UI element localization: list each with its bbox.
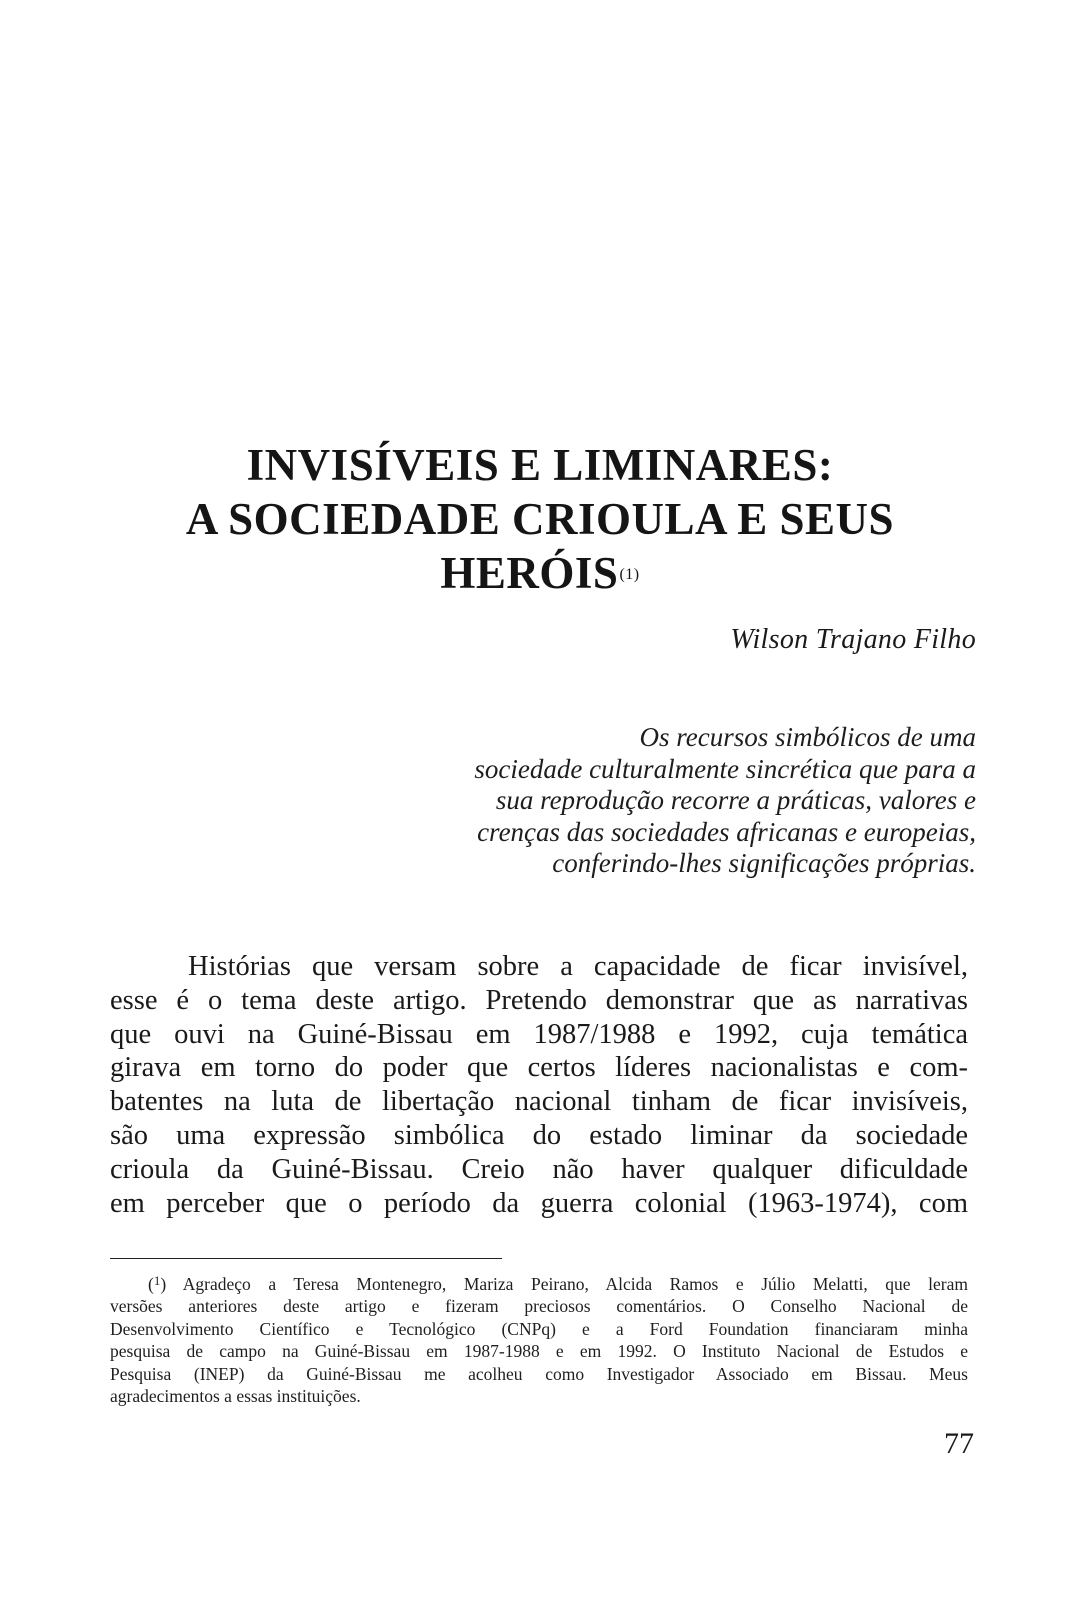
footnote-marker-close: ) (160, 1274, 167, 1294)
title-line-1: INVISÍVEIS E LIMINARES: (246, 440, 834, 490)
footnote-marker-number: 1 (153, 1273, 161, 1288)
footnote-marker-open: ( (148, 1274, 154, 1294)
body-line: esse é o tema deste artigo. Pretendo demonstrar que as narrativas (110, 984, 968, 1016)
body-line: crioula da Guiné-Bissau. Creio não haver qualquer dificuldade (110, 1153, 968, 1185)
body-line: girava em torno do poder que certos líderes nacionalistas e com- (110, 1052, 968, 1084)
author-name: Wilson Trajano Filho (730, 624, 976, 655)
footnote-line: Desenvolvimento Científico e Tecnológico (CNPq) e a Ford Foundation financiaram minha (110, 1318, 968, 1339)
epigraph-line: sociedade culturalmente sincrética que para a (474, 753, 976, 784)
body-line: Histórias que versam sobre a capacidade de ficar invisível, (188, 951, 968, 982)
title-line-2: A SOCIEDADE CRIOULA E SEUS (185, 494, 895, 544)
page-number: 77 (944, 1427, 974, 1460)
footnote-divider (110, 1258, 502, 1259)
title-line-3-text: HERÓIS (440, 548, 619, 598)
body-line: batentes na luta de libertação nacional tinham de ficar invisíveis, (110, 1086, 968, 1118)
footnote-line (110, 1273, 968, 1295)
epigraph-line: conferindo-lhes significações próprias. (552, 848, 976, 878)
body-line: são uma expressão simbólica do estado liminar da sociedade (110, 1119, 968, 1151)
footnote-line: versões anteriores deste artigo e fizeram preciosos comentários. O Conselho Nacional de (110, 1296, 968, 1317)
footnote-line: agradecimentos a essas instituições. (110, 1386, 361, 1407)
title-line-3 (100, 546, 980, 600)
epigraph-line: crenças das sociedades africanas e europeias, (477, 816, 976, 847)
footnote-line-text: Agradeço a Teresa Montenegro, Mariza Peirano, Alcida Ramos e Júlio Melatti, que leram (182, 1274, 968, 1294)
footnote (110, 1273, 968, 1407)
body-line: que ouvi na Guiné-Bissau em 1987/1988 e 1992, cuja temática (110, 1018, 968, 1050)
article-title (100, 438, 980, 600)
footnote-marker (148, 1274, 166, 1294)
title-footnote-reference[interactable]: (1) (619, 566, 640, 583)
footnote-line: Pesquisa (INEP) da Guiné-Bissau me acolheu como Investigador Associado em Bissau. Meus (110, 1363, 968, 1384)
body-paragraph (110, 950, 968, 1220)
footnote-line: pesquisa de campo na Guiné-Bissau em 1987-1988 e em 1992. O Instituto Nacional de Estudos e (110, 1341, 968, 1362)
body-line: em perceber que o período da guerra colonial (1963-1974), com (110, 1187, 968, 1219)
epigraph-line: Os recursos simbólicos de uma (639, 722, 976, 752)
epigraph-line: sua reprodução recorre a práticas, valores e (495, 785, 976, 815)
epigraph (336, 722, 976, 880)
